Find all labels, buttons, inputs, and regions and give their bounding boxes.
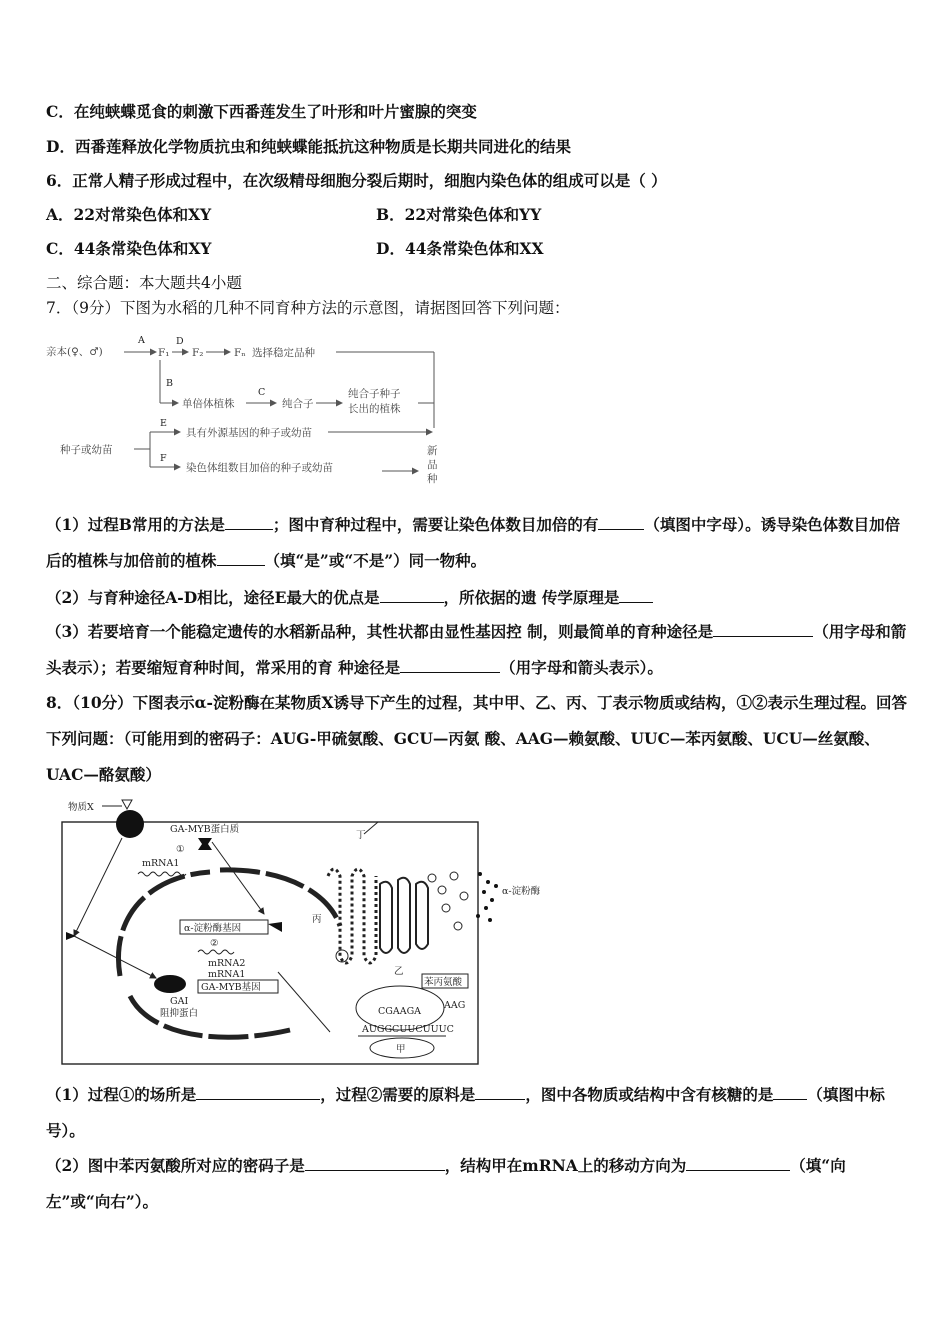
section-heading: 二、综合题：本大题共4小题 — [46, 274, 242, 292]
q8-blank-3[interactable] — [773, 1085, 807, 1100]
q7-part1: （1）过程B常用的方法是 ；图中育种过程中，需要让染色体数目加倍的有 （填图中字母）。诱导染色体数目加倍后的植株与加倍前的植株 （填“是”或“不是”）同一物种。 — [46, 515, 901, 570]
fn-label: Fₙ — [234, 347, 246, 359]
q8-blank-2[interactable] — [475, 1085, 525, 1100]
q6-option-c: C．44条常染色体和XY — [46, 239, 212, 258]
label-f: F — [160, 453, 167, 464]
q8-stem: 8．（10分）下图表示α-淀粉酶在某物质X诱导下产生的过程，其中甲、乙、丙、丁表示物质或结构，①②表示生理过程。回答下列问题：（可能用到的密码子：AUG-甲硫氨酸、GCU—丙氨 酸、AAG—赖氨酸、UUC—苯丙氨酸、UCU—丝氨酸、UAC—酪氨酸） — [46, 693, 907, 784]
q5-option-c: C．在纯蛱蝶觅食的刺激下西番莲发生了叶形和叶片蜜腺的突变 — [46, 102, 477, 121]
q6-option-b: B．22对常染色体和YY — [376, 205, 542, 224]
q7-part3: （3）若要培育一个能稳定遗传的水稻新品种，其性状都由显性基因控 制，则最简单的育种途径是 （用字母和箭头表示）；若要缩短育种时间，常采用的育 种途径是 （用字母和箭头表示）。 — [46, 622, 907, 677]
process-1-label: ① — [176, 844, 185, 855]
yi-label: 乙 — [394, 966, 404, 977]
pure-label: 纯合子 — [282, 398, 314, 410]
breeding-methods-diagram — [46, 330, 456, 490]
q7-blank-1[interactable] — [225, 515, 273, 530]
q7-blank-5[interactable] — [619, 588, 653, 603]
label-b: B — [166, 378, 173, 389]
bing-label: 丙 — [312, 914, 322, 925]
select-stable-label: 选择稳定品种 — [252, 347, 315, 359]
label-d: D — [176, 336, 184, 347]
seed-label: 种子或幼苗 — [60, 444, 113, 456]
foreign-gene-label: 具有外源基因的种子或幼苗 — [186, 427, 312, 439]
substance-x-label: 物质X — [68, 802, 94, 813]
parent-label: 亲本(♀、♂) — [46, 346, 103, 358]
mrna1b-label: mRNA1 — [208, 969, 246, 980]
pure-seed-label-1: 纯合子种子 — [348, 388, 401, 400]
q6-stem: 6．正常人精子形成过程中，在次级精母细胞分裂后期时，细胞内染色体的组成可以是（ ） — [46, 171, 667, 190]
new-variety-char-1: 新 — [427, 445, 438, 457]
q7-stem: 7．（9分）下图为水稻的几种不同育种方法的示意图，请据图回答下列问题： — [46, 299, 570, 317]
amylase-induction-diagram — [60, 796, 580, 1068]
aag-label: AAG — [444, 1000, 466, 1011]
phe-label: 苯丙氨酸 — [424, 977, 463, 988]
mrna2-label: mRNA2 — [208, 958, 246, 969]
gai-label-1: GAI — [170, 996, 189, 1007]
ding-label: 丁 — [356, 830, 366, 841]
q5-option-d: D．西番莲释放化学物质抗虫和纯蛱蝶能抵抗这种物质是长期共同进化的结果 — [46, 137, 571, 156]
q7-blank-2[interactable] — [598, 515, 644, 530]
amylase-label: α-淀粉酶 — [502, 886, 541, 897]
process-2-label: ② — [210, 938, 219, 949]
mrna1-label: mRNA1 — [142, 858, 180, 869]
q6-option-a: A．22对常染色体和XY — [46, 205, 212, 224]
amylase-gene-label: α-淀粉酶基因 — [184, 923, 242, 934]
q6-option-d: D．44条常染色体和XX — [376, 239, 544, 258]
q7-blank-6[interactable] — [713, 622, 813, 637]
gai-label-2: 阻抑蛋白 — [160, 1008, 199, 1019]
label-c: C — [258, 387, 266, 398]
q7-part2: （2）与育种途径A-D相比，途径E最大的优点是 ，所依据的遗 传学原理是 — [46, 580, 908, 616]
anticodon-label: CGAAGA — [378, 1006, 422, 1017]
ga-myb-protein-label: GA-MYB蛋白质 — [170, 824, 240, 835]
label-e: E — [160, 418, 167, 429]
q8-blank-5[interactable] — [686, 1156, 790, 1171]
q7-blank-3[interactable] — [217, 551, 265, 566]
ga-myb-gene-label: GA-MYB基因 — [201, 982, 261, 993]
q8-blank-1[interactable] — [196, 1085, 320, 1100]
q7-blank-4[interactable] — [380, 588, 444, 603]
label-a: A — [138, 335, 145, 346]
new-variety-char-3: 种 — [427, 473, 438, 485]
q8-part2: （2）图中苯丙氨酸所对应的密码子是 ，结构甲在mRNA上的移动方向为 （填“向左”或“向右”）。 — [46, 1156, 846, 1211]
f1-label: F₁ — [158, 347, 170, 359]
haploid-label: 单倍体植株 — [182, 398, 235, 410]
mrna-seq-label: AUGGCUUCUUUC — [362, 1024, 454, 1035]
q7-blank-7[interactable] — [400, 658, 500, 673]
receptor-shape — [116, 810, 144, 838]
q8-blank-4[interactable] — [305, 1156, 445, 1171]
new-variety-char-2: 品 — [427, 459, 438, 471]
jia-label: 甲 — [396, 1044, 406, 1055]
doubled-label: 染色体组数目加倍的种子或幼苗 — [186, 462, 333, 474]
q8-part1: （1）过程①的场所是 ，过程②需要的原料是 ，图中各物质或结构中含有核糖的是 （填图中标号）。 — [46, 1085, 885, 1140]
f2-label: F₂ — [192, 347, 204, 359]
pure-seed-label-2: 长出的植株 — [348, 403, 401, 415]
